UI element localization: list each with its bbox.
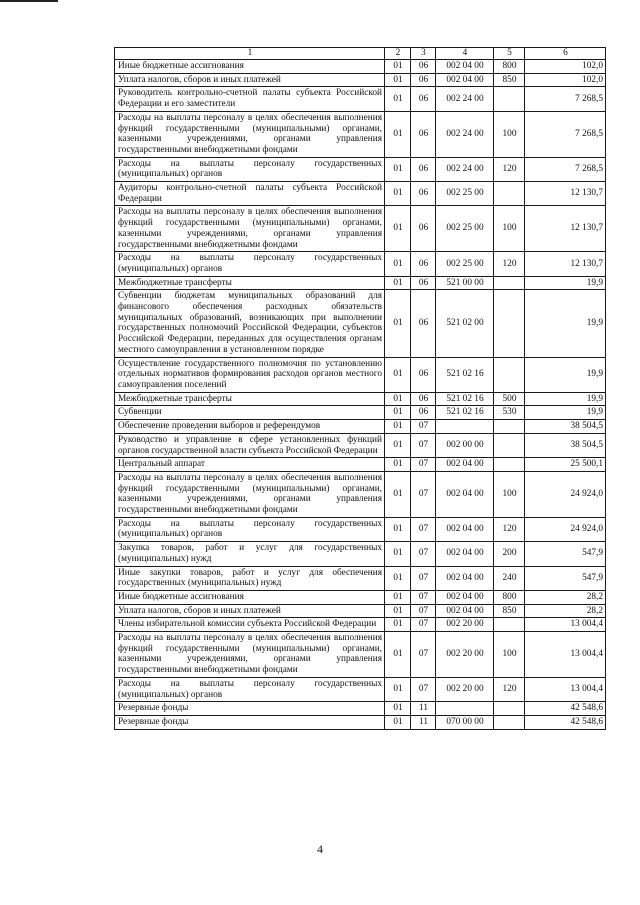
section-code-cell: 01 bbox=[385, 206, 411, 252]
table-row bbox=[115, 471, 606, 517]
target-article-cell: 002 04 00 bbox=[436, 60, 494, 74]
amount-cell: 24 924,0 bbox=[525, 471, 606, 517]
target-article-cell: 002 04 00 bbox=[436, 604, 494, 618]
amount-cell: 102,0 bbox=[525, 73, 606, 87]
expense-type-cell bbox=[494, 458, 525, 472]
section-code-cell: 01 bbox=[385, 182, 411, 206]
amount-cell: 28,2 bbox=[525, 604, 606, 618]
expense-name-cell: Расходы на выплаты персоналу государственных (муниципальных) органов bbox=[115, 517, 385, 541]
subsection-code-cell: 06 bbox=[411, 206, 436, 252]
section-code-cell: 01 bbox=[385, 618, 411, 632]
amount-cell: 13 004,4 bbox=[525, 618, 606, 632]
expense-type-cell bbox=[494, 702, 525, 716]
target-article-cell: 002 00 00 bbox=[436, 433, 494, 457]
table-row bbox=[115, 715, 606, 729]
target-article-cell: 002 24 00 bbox=[436, 87, 494, 111]
subsection-code-cell: 06 bbox=[411, 392, 436, 406]
table-row bbox=[115, 60, 606, 74]
section-code-cell: 01 bbox=[385, 87, 411, 111]
table-row bbox=[115, 542, 606, 566]
expense-name-cell: Межбюджетные трансферты bbox=[115, 276, 385, 290]
amount-cell: 42 548,6 bbox=[525, 715, 606, 729]
amount-cell: 13 004,4 bbox=[525, 677, 606, 701]
subsection-code-cell: 11 bbox=[411, 702, 436, 716]
section-code-cell: 01 bbox=[385, 252, 411, 276]
target-article-cell: 521 02 16 bbox=[436, 406, 494, 420]
header-col-5: 5 bbox=[494, 48, 525, 60]
target-article-cell: 521 02 00 bbox=[436, 290, 494, 357]
table-row bbox=[115, 618, 606, 632]
amount-cell: 7 268,5 bbox=[525, 111, 606, 157]
amount-cell: 12 130,7 bbox=[525, 182, 606, 206]
expense-type-cell: 200 bbox=[494, 542, 525, 566]
table-row bbox=[115, 517, 606, 541]
expense-name-cell: Обеспечение проведения выборов и референдумов bbox=[115, 420, 385, 434]
expense-name-cell: Закупка товаров, работ и услуг для государственных (муниципальных) нужд bbox=[115, 542, 385, 566]
section-code-cell: 01 bbox=[385, 433, 411, 457]
section-code-cell: 01 bbox=[385, 715, 411, 729]
expense-type-cell: 800 bbox=[494, 590, 525, 604]
subsection-code-cell: 07 bbox=[411, 420, 436, 434]
header-col-3: 3 bbox=[411, 48, 436, 60]
expense-type-cell bbox=[494, 357, 525, 392]
amount-cell: 28,2 bbox=[525, 590, 606, 604]
budget-table bbox=[114, 47, 606, 730]
section-code-cell: 01 bbox=[385, 604, 411, 618]
table-row bbox=[115, 290, 606, 357]
subsection-code-cell: 07 bbox=[411, 677, 436, 701]
subsection-code-cell: 06 bbox=[411, 87, 436, 111]
amount-cell: 547,9 bbox=[525, 566, 606, 590]
subsection-code-cell: 06 bbox=[411, 111, 436, 157]
header-col-6: 6 bbox=[525, 48, 606, 60]
table-row bbox=[115, 73, 606, 87]
amount-cell: 19,9 bbox=[525, 392, 606, 406]
subsection-code-cell: 06 bbox=[411, 406, 436, 420]
table-body bbox=[115, 60, 606, 730]
table-row bbox=[115, 420, 606, 434]
expense-name-cell: Члены избирательной комиссии субъекта Российской Федерации bbox=[115, 618, 385, 632]
section-code-cell: 01 bbox=[385, 471, 411, 517]
target-article-cell: 521 02 16 bbox=[436, 392, 494, 406]
table-row bbox=[115, 566, 606, 590]
subsection-code-cell: 06 bbox=[411, 290, 436, 357]
subsection-code-cell: 07 bbox=[411, 542, 436, 566]
expense-name-cell: Иные закупки товаров, работ и услуг для обеспечения государственных (муниципальных) нужд bbox=[115, 566, 385, 590]
target-article-cell: 002 04 00 bbox=[436, 517, 494, 541]
table-row bbox=[115, 433, 606, 457]
expense-name-cell: Уплата налогов, сборов и иных платежей bbox=[115, 604, 385, 618]
table-row bbox=[115, 87, 606, 111]
subsection-code-cell: 06 bbox=[411, 276, 436, 290]
table-row bbox=[115, 252, 606, 276]
amount-cell: 19,9 bbox=[525, 290, 606, 357]
expense-name-cell: Иные бюджетные ассигнования bbox=[115, 60, 385, 74]
table-row bbox=[115, 677, 606, 701]
target-article-cell: 002 04 00 bbox=[436, 590, 494, 604]
amount-cell: 38 504,5 bbox=[525, 433, 606, 457]
expense-name-cell: Расходы на выплаты персоналу в целях обеспечения выполнения функций государственными (муниципальными) органами, казенными учреждениями, органами управления государственными внебюджетными фондами bbox=[115, 632, 385, 678]
subsection-code-cell: 07 bbox=[411, 458, 436, 472]
section-code-cell: 01 bbox=[385, 542, 411, 566]
subsection-code-cell: 06 bbox=[411, 157, 436, 181]
expense-name-cell: Расходы на выплаты персоналу государственных (муниципальных) органов bbox=[115, 157, 385, 181]
section-code-cell: 01 bbox=[385, 632, 411, 678]
table-row bbox=[115, 604, 606, 618]
section-code-cell: 01 bbox=[385, 60, 411, 74]
table-row bbox=[115, 182, 606, 206]
target-article-cell bbox=[436, 420, 494, 434]
expense-type-cell bbox=[494, 618, 525, 632]
section-code-cell: 01 bbox=[385, 111, 411, 157]
amount-cell: 38 504,5 bbox=[525, 420, 606, 434]
expense-name-cell: Расходы на выплаты персоналу государственных (муниципальных) органов bbox=[115, 677, 385, 701]
expense-type-cell bbox=[494, 87, 525, 111]
target-article-cell: 002 04 00 bbox=[436, 542, 494, 566]
amount-cell: 19,9 bbox=[525, 276, 606, 290]
page-number: 4 bbox=[317, 842, 323, 856]
expense-type-cell bbox=[494, 290, 525, 357]
expense-type-cell: 100 bbox=[494, 111, 525, 157]
expense-type-cell: 100 bbox=[494, 206, 525, 252]
expense-type-cell: 120 bbox=[494, 517, 525, 541]
table-row bbox=[115, 702, 606, 716]
expense-type-cell: 100 bbox=[494, 471, 525, 517]
section-code-cell: 01 bbox=[385, 290, 411, 357]
section-code-cell: 01 bbox=[385, 458, 411, 472]
subsection-code-cell: 07 bbox=[411, 590, 436, 604]
expense-name-cell: Резервные фонды bbox=[115, 715, 385, 729]
amount-cell: 7 268,5 bbox=[525, 87, 606, 111]
expense-type-cell bbox=[494, 276, 525, 290]
amount-cell: 25 500,1 bbox=[525, 458, 606, 472]
amount-cell: 7 268,5 bbox=[525, 157, 606, 181]
subsection-code-cell: 06 bbox=[411, 60, 436, 74]
table-row bbox=[115, 632, 606, 678]
subsection-code-cell: 06 bbox=[411, 73, 436, 87]
expense-type-cell: 850 bbox=[494, 73, 525, 87]
expense-type-cell bbox=[494, 433, 525, 457]
header-col-4: 4 bbox=[436, 48, 494, 60]
expense-name-cell: Резервные фонды bbox=[115, 702, 385, 716]
expense-type-cell: 120 bbox=[494, 677, 525, 701]
target-article-cell: 002 04 00 bbox=[436, 566, 494, 590]
expense-name-cell: Субвенции bbox=[115, 406, 385, 420]
target-article-cell: 070 00 00 bbox=[436, 715, 494, 729]
table-header-row bbox=[115, 48, 606, 60]
amount-cell: 19,9 bbox=[525, 406, 606, 420]
expense-type-cell: 800 bbox=[494, 60, 525, 74]
subsection-code-cell: 06 bbox=[411, 182, 436, 206]
subsection-code-cell: 07 bbox=[411, 433, 436, 457]
table-row bbox=[115, 590, 606, 604]
section-code-cell: 01 bbox=[385, 590, 411, 604]
subsection-code-cell: 06 bbox=[411, 252, 436, 276]
subsection-code-cell: 07 bbox=[411, 632, 436, 678]
expense-name-cell: Руководитель контрольно-счетной палаты субъекта Российской Федерации и его заместители bbox=[115, 87, 385, 111]
expense-type-cell: 500 bbox=[494, 392, 525, 406]
table-row bbox=[115, 406, 606, 420]
table-row bbox=[115, 111, 606, 157]
section-code-cell: 01 bbox=[385, 357, 411, 392]
subsection-code-cell: 11 bbox=[411, 715, 436, 729]
expense-type-cell: 100 bbox=[494, 632, 525, 678]
section-code-cell: 01 bbox=[385, 392, 411, 406]
target-article-cell: 002 20 00 bbox=[436, 677, 494, 701]
expense-name-cell: Аудиторы контрольно-счетной палаты субъекта Российской Федерации bbox=[115, 182, 385, 206]
amount-cell: 102,0 bbox=[525, 60, 606, 74]
subsection-code-cell: 07 bbox=[411, 618, 436, 632]
expense-type-cell bbox=[494, 420, 525, 434]
section-code-cell: 01 bbox=[385, 566, 411, 590]
expense-name-cell: Расходы на выплаты персоналу государственных (муниципальных) органов bbox=[115, 252, 385, 276]
section-code-cell: 01 bbox=[385, 677, 411, 701]
subsection-code-cell: 06 bbox=[411, 357, 436, 392]
section-code-cell: 01 bbox=[385, 406, 411, 420]
expense-type-cell: 850 bbox=[494, 604, 525, 618]
subsection-code-cell: 07 bbox=[411, 517, 436, 541]
expense-name-cell: Осуществление государственного полномочия по установлению отдельных нормативов формирования расходов органов местного самоуправления поселений bbox=[115, 357, 385, 392]
subsection-code-cell: 07 bbox=[411, 604, 436, 618]
header-col-2: 2 bbox=[385, 48, 411, 60]
expense-name-cell: Руководство и управление в сфере установленных функций органов государственной власти субъекта Российской Федерации bbox=[115, 433, 385, 457]
target-article-cell: 002 24 00 bbox=[436, 111, 494, 157]
expense-type-cell bbox=[494, 715, 525, 729]
expense-name-cell: Уплата налогов, сборов и иных платежей bbox=[115, 73, 385, 87]
amount-cell: 12 130,7 bbox=[525, 252, 606, 276]
target-article-cell: 002 20 00 bbox=[436, 618, 494, 632]
section-code-cell: 01 bbox=[385, 157, 411, 181]
target-article-cell: 002 25 00 bbox=[436, 252, 494, 276]
amount-cell: 19,9 bbox=[525, 357, 606, 392]
subsection-code-cell: 07 bbox=[411, 566, 436, 590]
target-article-cell: 521 02 16 bbox=[436, 357, 494, 392]
table-row bbox=[115, 458, 606, 472]
expense-name-cell: Субвенции бюджетам муниципальных образований для финансового обеспечения расходных обязательств муниципальных образований, возникающих при выполнении государственных полномочий Российской Федерации, субъектов Российской Федерации, переданных для осуществления органам местного самоуправления в установленном порядке bbox=[115, 290, 385, 357]
expense-name-cell: Центральный аппарат bbox=[115, 458, 385, 472]
expense-name-cell: Расходы на выплаты персоналу в целях обеспечения выполнения функций государственными (муниципальными) органами, казенными учреждениями, органами управления государственными внебюджетными фондами bbox=[115, 471, 385, 517]
expense-name-cell: Расходы на выплаты персоналу в целях обеспечения выполнения функций государственными (муниципальными) органами, казенными учреждениями, органами управления государственными внебюджетными фондами bbox=[115, 206, 385, 252]
section-code-cell: 01 bbox=[385, 702, 411, 716]
top-rule bbox=[0, 0, 58, 2]
section-code-cell: 01 bbox=[385, 73, 411, 87]
expense-type-cell: 240 bbox=[494, 566, 525, 590]
section-code-cell: 01 bbox=[385, 420, 411, 434]
target-article-cell: 002 20 00 bbox=[436, 632, 494, 678]
amount-cell: 547,9 bbox=[525, 542, 606, 566]
target-article-cell: 521 00 00 bbox=[436, 276, 494, 290]
target-article-cell: 002 25 00 bbox=[436, 206, 494, 252]
expense-type-cell: 120 bbox=[494, 252, 525, 276]
table-row bbox=[115, 276, 606, 290]
target-article-cell: 002 24 00 bbox=[436, 157, 494, 181]
target-article-cell: 002 04 00 bbox=[436, 73, 494, 87]
expense-name-cell: Расходы на выплаты персоналу в целях обеспечения выполнения функций государственными (муниципальными) органами, казенными учреждениями, органами управления государственными внебюджетными фондами bbox=[115, 111, 385, 157]
amount-cell: 42 548,6 bbox=[525, 702, 606, 716]
expense-type-cell: 120 bbox=[494, 157, 525, 181]
expense-type-cell: 530 bbox=[494, 406, 525, 420]
section-code-cell: 01 bbox=[385, 517, 411, 541]
target-article-cell: 002 04 00 bbox=[436, 458, 494, 472]
expense-name-cell: Иные бюджетные ассигнования bbox=[115, 590, 385, 604]
table-row bbox=[115, 157, 606, 181]
target-article-cell: 002 25 00 bbox=[436, 182, 494, 206]
expense-type-cell bbox=[494, 182, 525, 206]
header-col-1: 1 bbox=[115, 48, 385, 60]
target-article-cell bbox=[436, 702, 494, 716]
expense-name-cell: Межбюджетные трансферты bbox=[115, 392, 385, 406]
table-row bbox=[115, 357, 606, 392]
amount-cell: 24 924,0 bbox=[525, 517, 606, 541]
section-code-cell: 01 bbox=[385, 276, 411, 290]
subsection-code-cell: 07 bbox=[411, 471, 436, 517]
amount-cell: 13 004,4 bbox=[525, 632, 606, 678]
table-row bbox=[115, 392, 606, 406]
target-article-cell: 002 04 00 bbox=[436, 471, 494, 517]
table-row bbox=[115, 206, 606, 252]
amount-cell: 12 130,7 bbox=[525, 206, 606, 252]
